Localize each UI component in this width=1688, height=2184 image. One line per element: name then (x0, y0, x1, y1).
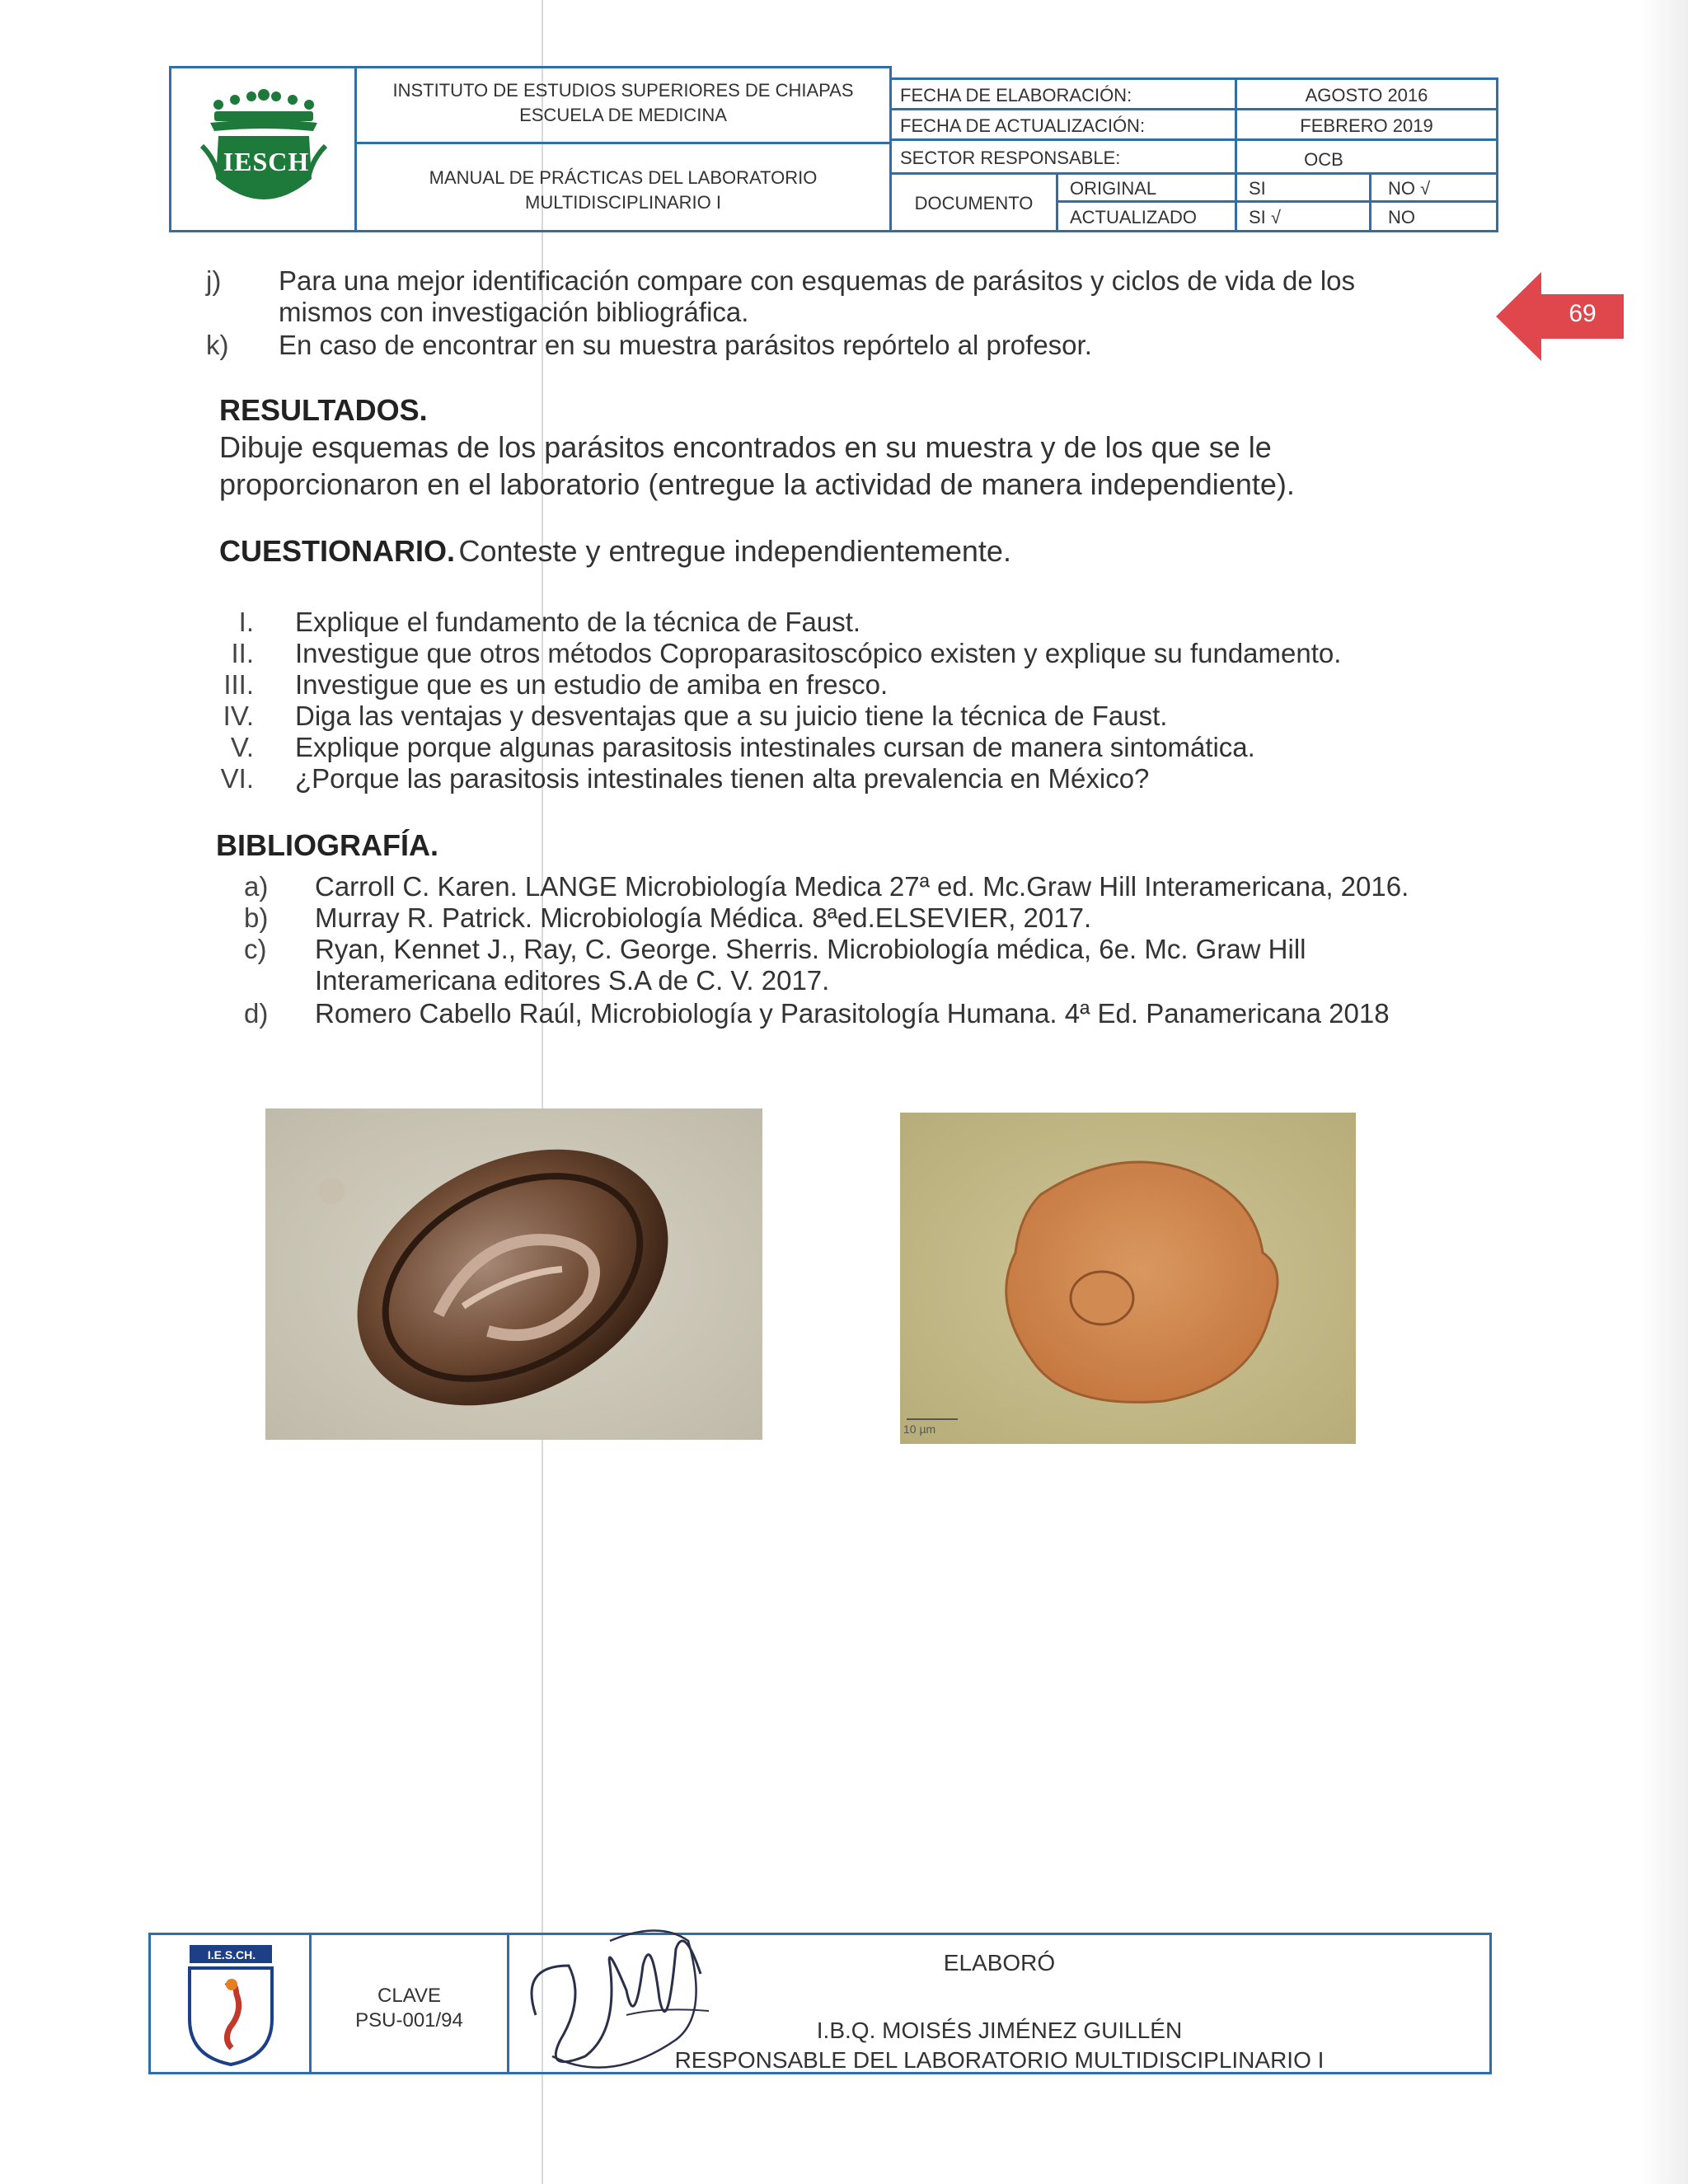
actualizado-si-cell (1235, 200, 1372, 232)
question-6-marker: VI. (220, 763, 254, 794)
manual-cell (354, 142, 892, 232)
fecha-actualizacion-label-cell (889, 108, 1237, 141)
manual-title-line2: MULTIDISCIPLINARIO I (525, 192, 721, 213)
ref-d-text: Romero Cabello Raúl, Microbiología y Parasitología Humana. 4ª Ed. Panamericana 2018 (315, 998, 1390, 1029)
step-j-line1: Para una mejor identificación compare con esquemas de parásitos y ciclos de vida de los (279, 265, 1356, 296)
original-si: SI (1249, 178, 1266, 199)
bibliografia-heading: BIBLIOGRAFÍA. (216, 828, 438, 862)
question-5-marker: V. (230, 732, 254, 762)
actualizado-label: ACTUALIZADO (1070, 207, 1198, 227)
document-header (169, 66, 1498, 232)
document-footer (148, 1933, 1492, 2081)
ref-b-text: Murray R. Patrick. Microbiología Médica. 8ªed.ELSEVIER, 2017. (315, 902, 1092, 933)
clave-value: PSU-001/94 (355, 2009, 463, 2032)
logo-text: IESCH (223, 147, 310, 176)
fecha-elaboracion-value-cell (1235, 77, 1498, 110)
documento-label: DOCUMENTO (914, 193, 1034, 213)
crest-badge-text: I.E.S.CH. (207, 1948, 256, 1961)
sector-label-cell (889, 138, 1237, 175)
fecha-elaboracion-label: FECHA DE ELABORACIÓN: (900, 85, 1132, 105)
institute-cell (354, 66, 892, 144)
egg-micrograph (265, 1108, 762, 1440)
amoeba-micrograph (900, 1113, 1356, 1444)
question-3-marker: III. (223, 669, 254, 700)
ref-b-marker: b) (244, 902, 269, 933)
sector-value-cell (1235, 138, 1498, 175)
actualizado-no-cell (1369, 200, 1498, 232)
scale-bar-label: 10 µm (903, 1422, 936, 1436)
manual-title-line1: MANUAL DE PRÁCTICAS DEL LABORATORIO (429, 167, 818, 188)
fecha-actualizacion-label: FECHA DE ACTUALIZACIÓN: (900, 115, 1146, 136)
logo-cell (169, 66, 357, 232)
step-k-marker: k) (206, 330, 229, 360)
cuestionario-subtitle: Conteste y entregue independientemente. (458, 534, 1011, 568)
question-2-marker: II. (231, 638, 254, 668)
question-5-text: Explique porque algunas parasitosis intestinales cursan de manera sintomática. (295, 732, 1255, 762)
step-j-marker: j) (206, 265, 222, 296)
sector-value: OCB (1304, 149, 1343, 170)
signature-image (511, 1916, 725, 2081)
author-role: RESPONSABLE DEL LABORATORIO MULTIDISCIPLINARIO I (674, 2047, 1325, 2073)
original-label-cell (1056, 172, 1237, 203)
ref-a-text: Carroll C. Karen. LANGE Microbiología Medica 27ª ed. Mc.Graw Hill Interamericana, 2016. (315, 871, 1409, 902)
footer-logo-cell (148, 1933, 312, 2074)
question-1-marker: I. (238, 607, 254, 637)
actualizado-label-cell (1056, 200, 1237, 232)
clave-cell (309, 1933, 509, 2074)
original-si-cell (1235, 172, 1372, 203)
sector-label: SECTOR RESPONSABLE: (900, 148, 1121, 168)
question-4-text: Diga las ventajas y desventajas que a su juicio tiene la técnica de Faust. (295, 701, 1168, 731)
cuestionario-title (219, 534, 1011, 569)
fecha-actualizacion-value: FEBRERO 2019 (1300, 115, 1433, 136)
question-2-text: Investigue que otros métodos Coproparasitoscópico existen y explique su fundamento. (295, 638, 1342, 668)
question-4-marker: IV. (223, 701, 254, 731)
crest-icon (177, 1945, 284, 2069)
institute-name: INSTITUTO DE ESTUDIOS SUPERIORES DE CHIAPAS (392, 80, 854, 101)
question-6-text: ¿Porque las parasitosis intestinales tienen alta prevalencia en México? (295, 763, 1150, 794)
page-number-arrow (1496, 272, 1624, 361)
actualizado-si: SI √ (1249, 207, 1281, 227)
ref-a-marker: a) (244, 871, 269, 902)
fecha-actualizacion-value-cell (1235, 108, 1498, 141)
original-label: ORIGINAL (1070, 178, 1157, 199)
resultados-line2: proporcionaron en el laboratorio (entregue la actividad de manera independiente). (219, 467, 1295, 501)
clave-label: CLAVE (377, 1985, 441, 2007)
ref-c-line1: Ryan, Kennet J., Ray, C. George. Sherris. Microbiología médica, 6e. Mc. Graw Hill (315, 934, 1306, 964)
author-name: I.B.Q. MOISÉS JIMÉNEZ GUILLÉN (816, 2018, 1183, 2043)
documento-label-cell (889, 172, 1058, 232)
resultados-line1: Dibuje esquemas de los parásitos encontrados en su muestra y de los que se le (219, 430, 1272, 464)
question-1-text: Explique el fundamento de la técnica de Faust. (295, 607, 861, 637)
elaboro-label: ELABORÓ (943, 1950, 1056, 1975)
school-name: ESCUELA DE MEDICINA (519, 105, 727, 125)
fecha-elaboracion-label-cell (889, 77, 1237, 110)
fecha-elaboracion-value: AGOSTO 2016 (1305, 85, 1428, 105)
page-edge-shadow (1639, 0, 1688, 2184)
resultados-heading: RESULTADOS. (219, 393, 428, 427)
original-no: NO √ (1388, 178, 1431, 199)
page-number: 69 (1568, 300, 1597, 327)
ref-d-marker: d) (244, 998, 269, 1029)
ref-c-line2: Interamericana editores S.A de C. V. 2017. (315, 965, 830, 996)
step-k-line1: En caso de encontrar en su muestra parásitos repórtelo al profesor. (279, 330, 1092, 360)
original-no-cell (1369, 172, 1498, 203)
step-j-line2: mismos con investigación bibliográfica. (279, 297, 749, 327)
cuestionario-heading: CUESTIONARIO. (219, 534, 456, 568)
question-3-text: Investigue que es un estudio de amiba en fresco. (295, 669, 889, 700)
actualizado-no: NO (1388, 207, 1415, 227)
ref-c-marker: c) (244, 934, 267, 964)
